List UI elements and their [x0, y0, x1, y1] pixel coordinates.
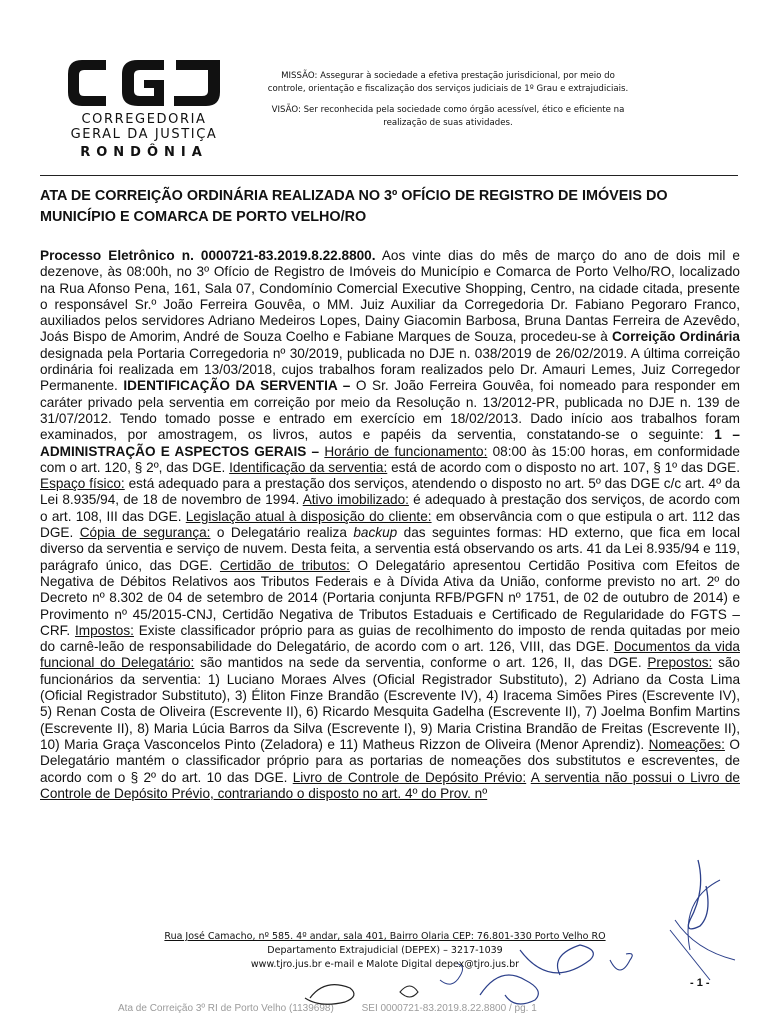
- mission-text: MISSÃO: Assegurar à sociedade a efetiva prestação jurisdicional, por meio do controle, orientação e fiscalização dos serviços judiciais de 1º Grau e extrajudiciais.: [267, 71, 629, 94]
- body-text: está de acordo com o disposto no art. 107, § 1º das DGE.: [387, 459, 740, 475]
- item-label: Documentos da vida funcional do Delegatário:: [40, 639, 740, 671]
- body-text: 08:00 às 15:00 horas, em conformidade com o art. 120, § 2º, das DGE.: [40, 443, 740, 475]
- sei-reference: Ata de Correição 3º RI de Porto Velho (1139698) SEI 0000721-83.2019.8.22.8800 / pg. 1: [118, 1003, 537, 1014]
- item-label: Horário de funcionamento:: [324, 443, 488, 459]
- footer-department: Departamento Extrajudicial (DEPEX) – 3217-1039: [267, 945, 503, 956]
- item-label: Prepostos:: [647, 655, 713, 671]
- item-label: Nomeações:: [648, 736, 725, 752]
- mission-vision-block: [262, 70, 634, 138]
- org-state: RONDÔNIA: [80, 145, 208, 160]
- document-title: ATA DE CORREIÇÃO ORDINÁRIA REALIZADA NO 3º OFÍCIO DE REGISTRO DE IMÓVEIS DO MUNICÍPIO E COMARCA DE PORTO VELHO/RO: [40, 188, 668, 225]
- signature-marks: [280, 850, 750, 1020]
- body-text: O Sr. João Ferreira Gouvêa, foi nomeado para responder em caráter privado pela serventia em correição por meio da Resolução n. 13/2012-PR, publicada no DJE n. 139 de 31/07/2012. Tendo tomado posse e entrado em exercício em 18/02/2013. Dado início aos trabalhos foram examinados, por amostragem, os livros, autos e papéis da serventia, constatando-se o seguinte:: [40, 378, 740, 443]
- cgj-logo: [58, 54, 230, 160]
- body-text: das seguintes formas: HD externo, que fica em local diverso da serventia e serviço de nuvem. Desta feita, a serventia está observando os arts. 41 da Lei 8.935/94 e 119, parágrafo único, das DGE.: [40, 525, 741, 573]
- item-label: Espaço físico:: [40, 476, 125, 492]
- org-name-line1: CORREGEDORIA: [81, 112, 207, 127]
- item-label: Ativo imobilizado:: [302, 492, 409, 508]
- header-divider: [40, 175, 738, 176]
- body-text: está adequado para a prestação dos serviços, atendendo o disposto no art. 5º das DGE c/c art. 4º da Lei 8.935/94, de 18 de novembro de 1994.: [40, 476, 741, 508]
- process-number: Processo Eletrônico n. 0000721-83.2019.8.22.8800.: [40, 248, 376, 263]
- footer-address: Rua José Camacho, nº 585. 4º andar, sala 401, Bairro Olaria CEP: 76.801-330 Porto Velho RO: [164, 931, 606, 942]
- body-bold: Correição Ordinária: [611, 329, 740, 345]
- vision-text: VISÃO: Ser reconhecida pela sociedade como órgão acessível, ético e eficiente na realização de suas atividades.: [271, 105, 625, 128]
- body-text: designada pela Portaria Corregedoria nº 30/2019, publicada no DJE n. 038/2019 de 26/02/2019. A última correição ordinária foi realizada em 13/03/2018, cujos trabalhos foram realizados pelo Dr. Amauri Lemes, Juiz Corregedor Permanente.: [40, 345, 740, 394]
- item-label: Certidão de tributos:: [219, 557, 350, 573]
- item-label: Impostos:: [75, 622, 134, 638]
- body-text: em observância com o que estipula o art. 112 das DGE.: [40, 508, 740, 541]
- body-text: são mantidos na sede da serventia, conforme o art. 126, II, das DGE.: [194, 655, 648, 671]
- body-text: é adequado à prestação dos serviços, de acordo com o art. 108, III das DGE.: [40, 492, 741, 524]
- section-heading: IDENTIFICAÇÃO DA SERVENTIA –: [123, 378, 351, 394]
- footer-contact: www.tjro.jus.br e-mail e Malote Digital depex@tjro.jus.br: [250, 959, 520, 970]
- body-text: o Delegatário realiza: [210, 525, 354, 541]
- section-heading: 1 – ADMINISTRAÇÃO E ASPECTOS GERAIS –: [40, 427, 740, 459]
- body-text: O Delegatário apresentou Certidão Positiva com Efeitos de Negativa de Débitos Relativos aos Tributos Federais e à Dívida Ativa da União, conforme previsto no art. 2º do Decreto nº 8.302 de 04 de setembro de 2014 (Portaria conjunta RFB/PGFN nº 1751, de 02 de outubro de 2014) e Provimento nº 45/2015-CNJ, Certidão Negativa de Tributos Estaduais e Certificado de Regularidade do FGTS – CRF.: [40, 557, 740, 638]
- body-text: O Delegatário mantém o classificador próprio para as portarias de nomeações dos substitutos e escreventes, de acordo com o § 2º do art. 10 das DGE.: [40, 736, 741, 785]
- body-text: são funcionários da serventia: 1) Luciano Moraes Alves (Oficial Registrador Substituto), 2) Adriano da Costa Lima (Oficial Registrador Substituto), 3) Éliton Finze Brandão (Escrevente IV), 4) Iracema Simões Pires (Escrevente IV), 5) Renan Costa de Oliveira (Escrevente II), 6) Ricardo Mesquita Gadelha (Escrevente II), 7) Joelma Bonfim Martins (Escrevente II), 8) Maria Lúcia Barros da Silva (Escrevente I), 9) Maria Cristina Brandão de Freitas (Escrevente II), 10) Maria Graça Vasconcelos Pinto (Zeladora) e 11) Matheus Rizzon de Oliveira (Menor Aprendiz).: [40, 655, 740, 752]
- item-label: Livro de Controle de Depósito Prévio:: [292, 769, 527, 785]
- cgj-logo-mark: [64, 54, 224, 112]
- item-label: Legislação atual à disposição do cliente:: [185, 508, 432, 524]
- item-finding: A serventia não possui o Livro de Controle de Depósito Prévio, contrariando o disposto no art. 4º do Prov. nº: [40, 769, 740, 801]
- document-body: [40, 248, 740, 802]
- item-label: Identificação da serventia:: [229, 459, 388, 475]
- body-text: Existe classificador próprio para as guias de recolhimento do imposto de renda quitadas por meio do carnê-leão de responsabilidade do Delegatário, de acordo com o art. 126, VIII, das DGE.: [40, 622, 740, 655]
- body-text: Aos vinte dias do mês de março do ano de dois mil e dezenove, às 08:00h, no 3º Ofício de Registro de Imóveis do Município e Comarca de Porto Velho/RO, localizado na Rua Afonso Pena, 161, Sala 07, Condomínio Comercial Executive Shopping, Centro, na cidade citada, presente o responsável Sr.º João Ferreira Gouvêa, o MM. Juiz Auxiliar da Corregedoria Dr. Fabiano Pegoraro Franco, auxiliados pelos servidores Adriano Medeiros Lopes, Dainy Giacomin Barbosa, Bruna Dantas Ferreira de Azevêdo, Joás Bispo de Amorim, André de Souza Coelho e Fabiane Marques de Souza, procedeu-se à: [40, 248, 740, 345]
- item-label: Cópia de segurança:: [79, 525, 211, 541]
- body-italic: backup: [353, 525, 398, 541]
- org-name-line2: GERAL DA JUSTIÇA: [70, 127, 218, 142]
- page-number: - 1 -: [690, 977, 710, 989]
